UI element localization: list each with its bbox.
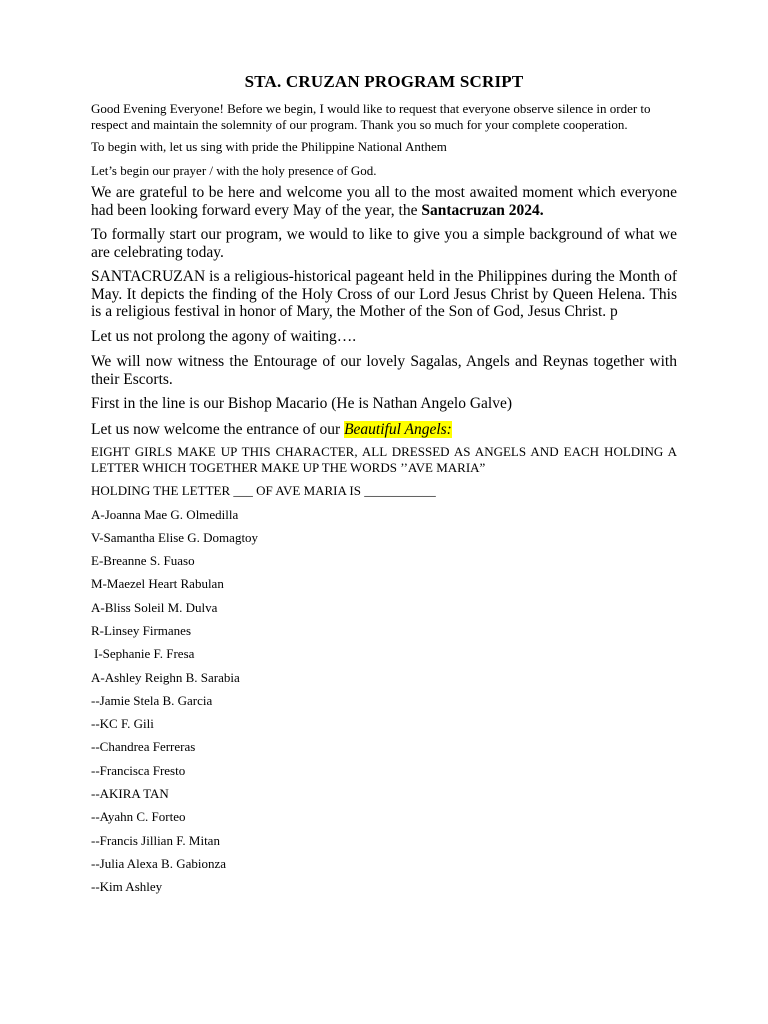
list-item: M-Maezel Heart Rabulan xyxy=(91,576,224,592)
list-item: --AKIRA TAN xyxy=(91,786,169,802)
welcome-paragraph xyxy=(91,184,677,219)
angels-intro-text: Let us now welcome the entrance of our xyxy=(91,420,345,438)
list-item: --Jamie Stela B. Garcia xyxy=(91,692,213,708)
document-title: STA. CRUZAN PROGRAM SCRIPT xyxy=(244,72,524,91)
eight-girls-paragraph: EIGHT GIRLS MAKE UP THIS CHARACTER, ALL DRESSED AS ANGELS AND EACH HOLDING A LETTER WHICH TOGETHER MAKE UP THE WORDS ’’AVE MARIA” xyxy=(91,444,677,475)
entourage-paragraph: We will now witness the Entourage of our lovely Sagalas, Angels and Reynas together with their Escorts. xyxy=(91,353,677,388)
list-item: --Chandrea Ferreras xyxy=(91,739,196,755)
bishop-paragraph: First in the line is our Bishop Macario (He is Nathan Angelo Galve) xyxy=(91,395,513,412)
event-name: Santacruzan 2024. xyxy=(421,201,544,219)
list-item: V-Samantha Elise G. Domagtoy xyxy=(91,529,259,545)
description-paragraph: SANTACRUZAN is a religious-historical pageant held in the Philippines during the Month of May. It depicts the finding of the Holy Cross of our Lord Jesus Christ by Queen Helena. This is a religious festival in honor of Mary, the Mother of the Son of God, Jesus Christ. p xyxy=(91,268,677,320)
angels-intro-paragraph xyxy=(91,421,677,439)
prayer-paragraph: Let’s begin our prayer / with the holy presence of God. xyxy=(91,162,377,178)
list-item: --Francis Jillian F. Mitan xyxy=(91,832,220,848)
anthem-paragraph: To begin with, let us sing with pride the Philippine National Anthem xyxy=(91,139,447,154)
list-item: --KC F. Gili xyxy=(91,716,154,732)
intro-paragraph: Good Evening Everyone! Before we begin, I would like to request that everyone observe silence in order to respect and maintain the solemnity of our program. Thank you so much for your complete cooperation. xyxy=(91,101,651,132)
list-item: --Julia Alexa B. Gabionza xyxy=(91,855,227,871)
list-item: --Francisca Fresto xyxy=(91,762,186,778)
list-item: --Ayahn C. Forteo xyxy=(91,809,186,825)
angels-name-list xyxy=(91,507,677,895)
list-item: --Kim Ashley xyxy=(91,879,163,895)
angels-highlight: Beautiful Angels: xyxy=(344,420,452,438)
list-item: I-Sephanie F. Fresa xyxy=(94,646,195,662)
list-item: A-Ashley Reighn B. Sarabia xyxy=(91,669,240,685)
background-paragraph: To formally start our program, we would to like to give you a simple background of what we are celebrating today. xyxy=(91,226,677,261)
list-item: A-Joanna Mae G. Olmedilla xyxy=(91,506,239,522)
holding-letter-paragraph: HOLDING THE LETTER ___ OF AVE MARIA IS ___________ xyxy=(91,483,436,498)
welcome-text: We are grateful to be here and welcome you all to the most awaited moment which everyone had been looking forward every May of the year, the xyxy=(91,184,677,219)
list-item: R-Linsey Firmanes xyxy=(91,622,192,638)
list-item: E-Breanne S. Fuaso xyxy=(91,553,195,569)
list-item: A-Bliss Soleil M. Dulva xyxy=(91,599,218,615)
prolong-paragraph: Let us not prolong the agony of waiting…. xyxy=(91,327,357,345)
